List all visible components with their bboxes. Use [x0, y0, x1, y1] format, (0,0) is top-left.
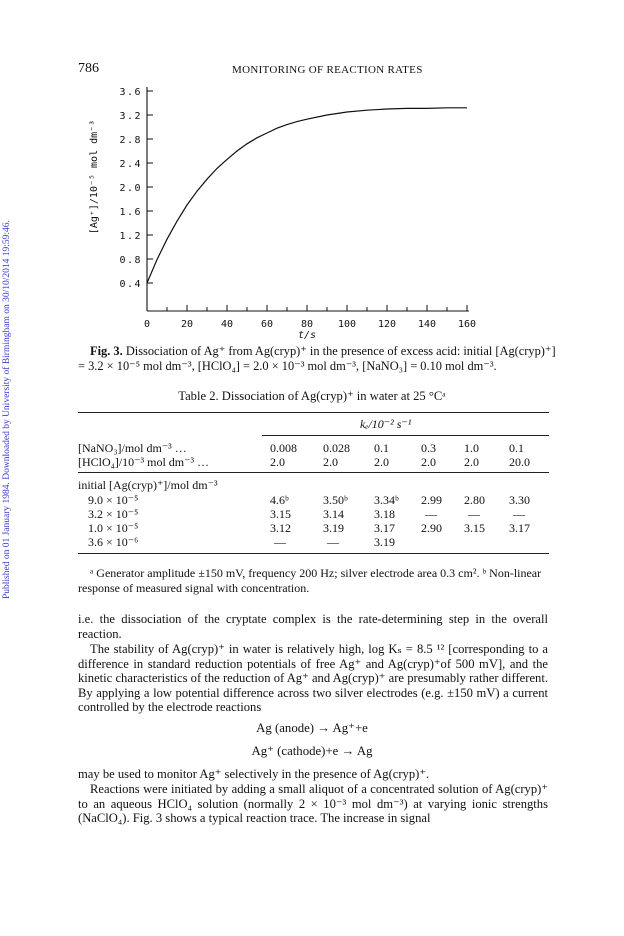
table-cell: — [274, 535, 286, 549]
table-cell: 3.19 [323, 521, 344, 535]
footnote-text: ᵃ Generator amplitude ±150 mV, frequency 200 Hz; silver electrode area 0.3 cm². ᵇ Non-linear response of measured signal with concentration. [78, 566, 542, 595]
table-cell: 3.17 [374, 521, 395, 535]
table-cell: — [425, 507, 437, 521]
x-tick-label: 120 [377, 319, 397, 330]
paragraph-3: may be used to monitor Ag⁺ selectively in the presence of Ag(cryp)⁺. [78, 767, 430, 781]
table-cell: 2.80 [464, 493, 485, 507]
reaction-trace-line [147, 108, 467, 283]
y-tick-label: 3.6 [119, 87, 142, 98]
y-tick-label: 2.4 [119, 159, 142, 170]
table-cell: 0.008 [270, 441, 297, 455]
table-row-label-nano3: [NaNO₃]/mol dm⁻³ … [78, 441, 187, 455]
table-row-label-hclo4: [HClO₄]/10⁻³ mol dm⁻³ … [78, 455, 210, 469]
table-cell: 3.14 [323, 507, 344, 521]
table-top-rule [78, 412, 549, 413]
table-cell: 0.3 [421, 441, 436, 455]
y-tick-label: 0.4 [119, 279, 142, 290]
y-tick-label: 2.0 [119, 183, 142, 194]
table-row-label: 3.2 × 10⁻⁵ [88, 507, 139, 521]
table-row-label: 3.6 × 10⁻⁶ [88, 535, 139, 549]
x-axis-label: t/s [297, 330, 317, 341]
table-cell: 4.6ᵇ [270, 493, 289, 507]
y-tick-label: 2.8 [119, 135, 142, 146]
y-axis-label: [Ag⁺]/10⁻⁵ mol dm⁻³ [89, 119, 100, 235]
table-title: Table 2. Dissociation of Ag(cryp)⁺ in water at 25 °Cᵃ [178, 389, 446, 403]
paragraph-1: i.e. the dissociation of the cryptate complex is the rate-determining step in the overall reaction. [78, 612, 548, 641]
figure-label: Fig. 3. [90, 344, 123, 358]
table-cell: 1.0 [464, 441, 479, 455]
table-cell: 3.17 [509, 521, 530, 535]
x-tick-label: 160 [457, 319, 477, 330]
x-tick-label: 20 [180, 319, 194, 330]
table-cell: 3.18 [374, 507, 395, 521]
y-tick-label: 3.2 [119, 111, 142, 122]
table-cell: 0.1 [374, 441, 389, 455]
table-cell: — [513, 507, 525, 521]
table-cell: 3.12 [270, 521, 291, 535]
table-column-header: kₑ/10⁻² s⁻¹ [360, 417, 412, 431]
paragraph-4: Reactions were initiated by adding a small aliquot of a concentrated solution of Ag(cryp)⁺ to an aqueous HClO₄ solution (normally 2 × 10⁻³ mol dm⁻³) at varying ionic strengths (NaClO₄). Fig. 3 shows a typical reaction trace. The increase in signal [78, 782, 548, 826]
x-tick-label: 0 [143, 319, 151, 330]
table-group-label: initial [Ag(cryp)⁺]/mol dm⁻³ [78, 478, 218, 492]
table-cell: 2.90 [421, 521, 442, 535]
paragraph-2: The stability of Ag(cryp)⁺ in water is relatively high, log Kₛ = 8.5 ¹² [corresponding to a difference in standard reduction potentials of free Ag⁺ and Ag(cryp)⁺of 500 mV], and the kinetic characteristics of the reduction of Ag⁺ and Ag(cryp)⁺ are presumably rather different. By applying a low potential difference across two silver electrodes (e.g. ±150 mV) a current controlled by the electrode reactions [78, 642, 548, 715]
table-cell: 2.0 [421, 455, 436, 469]
table-row-label: 1.0 × 10⁻⁵ [88, 521, 139, 535]
y-tick-label: 1.2 [119, 231, 142, 242]
table-row-label: 9.0 × 10⁻⁵ [88, 493, 139, 507]
table-cell: 2.0 [464, 455, 479, 469]
running-head: MONITORING OF REACTION RATES [232, 64, 423, 76]
x-tick-label: 80 [300, 319, 314, 330]
figure-caption-text: Dissociation of Ag⁺ from Ag(cryp)⁺ in the presence of excess acid: initial [Ag(cryp)⁺] = 3.2 × 10⁻⁵ mol dm⁻³, [HClO₄] = 2.0 × 10⁻³ mol dm⁻³, [NaNO₃] = 0.10 mol dm⁻³. [78, 344, 556, 373]
table-cell: 3.34ᵇ [374, 493, 399, 507]
table-cell: — [468, 507, 480, 521]
table-cell: 3.15 [464, 521, 485, 535]
table-cell: 2.99 [421, 493, 442, 507]
download-watermark: Published on 01 January 1984. Downloaded by University of Birmingham on 30/10/2014 19:59:46. [2, 220, 12, 600]
x-tick-label: 100 [337, 319, 357, 330]
table-cell: 3.15 [270, 507, 291, 521]
table-cell: 20.0 [509, 455, 530, 469]
table-cell: 0.1 [509, 441, 524, 455]
table-cell: — [327, 535, 339, 549]
table-footnote [78, 566, 558, 595]
table-cell: 3.30 [509, 493, 530, 507]
x-tick-label: 60 [260, 319, 274, 330]
table-cell: 2.0 [323, 455, 338, 469]
x-tick-label: 140 [417, 319, 437, 330]
table-cell: 2.0 [374, 455, 389, 469]
y-tick-label: 0.8 [119, 255, 142, 266]
figure-caption [78, 344, 558, 374]
equation-anode: Ag (anode) → Ag⁺+e [256, 721, 368, 735]
table-mid-rule [78, 472, 549, 473]
table-cell: 3.19 [374, 535, 395, 549]
table-subheader-rule [262, 435, 549, 436]
page-number: 786 [78, 61, 99, 76]
table-bottom-rule [78, 553, 549, 554]
reaction-trace-chart [80, 80, 500, 342]
table-cell: 0.028 [323, 441, 350, 455]
table-cell: 2.0 [270, 455, 285, 469]
equation-cathode: Ag⁺ (cathode)+e → Ag [251, 744, 373, 758]
table-cell: 3.50ᵇ [323, 493, 348, 507]
x-tick-label: 40 [220, 319, 234, 330]
y-tick-label: 1.6 [119, 207, 142, 218]
